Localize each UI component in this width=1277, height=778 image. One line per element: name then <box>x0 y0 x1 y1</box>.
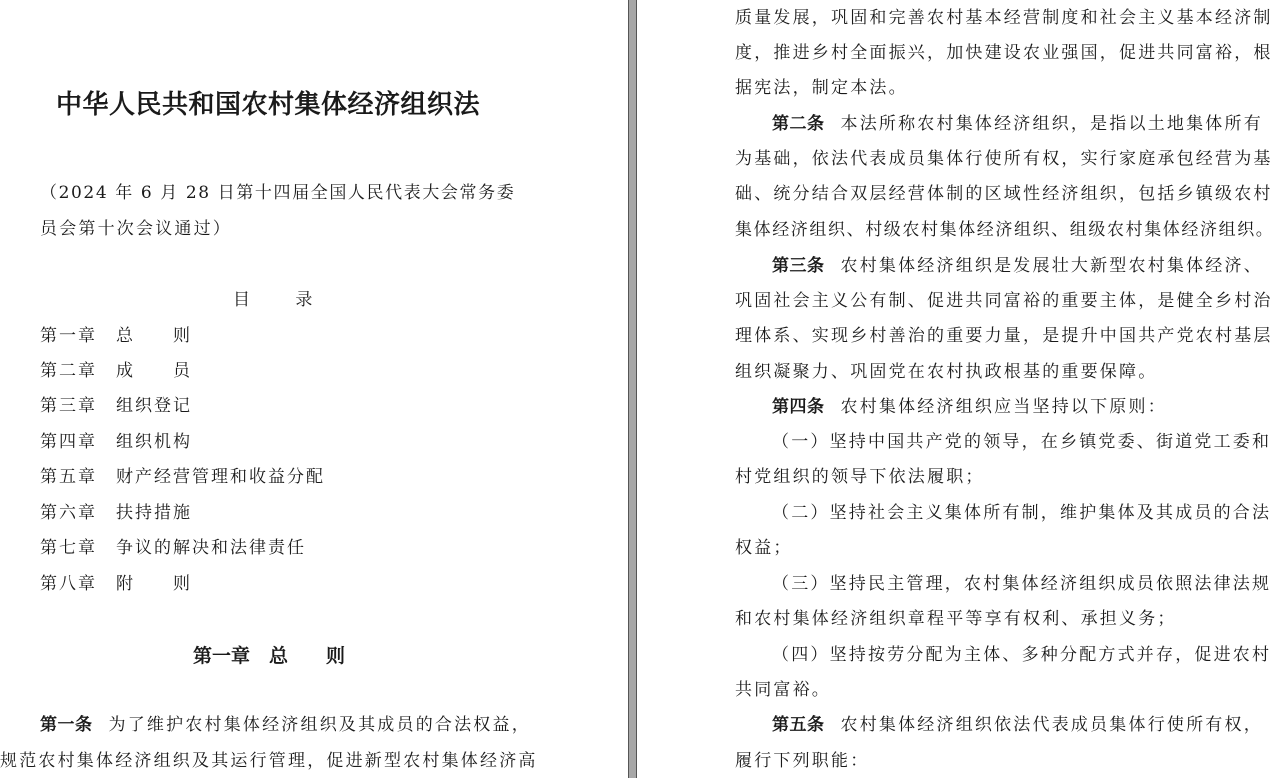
toc-heading <box>233 289 312 311</box>
toc-heading-char-2: 录 <box>295 290 313 310</box>
toc-item-title: 总 则 <box>116 326 192 346</box>
article-5-line-1 <box>772 714 1263 736</box>
body-line: 组织凝聚力、巩固党在农村执政根基的重要保障。 <box>735 362 1158 382</box>
article-1-line-1 <box>40 714 531 736</box>
body-line: 履行下列职能： <box>735 751 870 771</box>
document-page-right <box>637 0 1277 778</box>
toc-item-title: 成 员 <box>116 361 192 381</box>
principle-item: （二）坚持社会主义集体所有制，维护集体及其成员的合法 <box>772 503 1272 523</box>
article-text: 农村集体经济组织是发展壮大新型农村集体经济、 <box>840 256 1263 276</box>
adoption-note-line-1: （2024 年 6 月 28 日第十四届全国人民代表大会常务委 <box>40 183 516 203</box>
toc-item-number: 第五章 <box>40 467 97 487</box>
article-3-line-1 <box>772 255 1263 277</box>
document-title: 中华人民共和国农村集体经济组织法 <box>56 90 481 120</box>
toc-item-title: 附 则 <box>116 574 192 594</box>
document-page-left <box>0 0 628 778</box>
body-line: 巩固社会主义公有制、促进共同富裕的重要主体，是健全乡村治 <box>735 291 1273 311</box>
article-label: 第四条 <box>772 397 825 417</box>
body-line: 据宪法，制定本法。 <box>735 78 908 98</box>
article-text: 农村集体经济组织应当坚持以下原则： <box>840 397 1167 417</box>
toc-item[interactable] <box>40 573 192 595</box>
toc-item-number: 第三章 <box>40 396 97 416</box>
page-divider <box>628 0 637 778</box>
article-label: 第一条 <box>40 715 93 735</box>
body-line: 度，推进乡村全面振兴，加快建设农业强国，促进共同富裕，根 <box>735 43 1273 63</box>
body-line: 理体系、实现乡村善治的重要力量，是提升中国共产党农村基层 <box>735 326 1273 346</box>
toc-item-number: 第二章 <box>40 361 97 381</box>
toc-item[interactable] <box>40 395 192 417</box>
body-line: 共同富裕。 <box>735 680 831 700</box>
body-line: 础、统分结合双层经营体制的区域性经济组织，包括乡镇级农村 <box>735 184 1273 204</box>
body-line: 为基础，依法代表成员集体行使所有权，实行家庭承包经营为基 <box>735 149 1273 169</box>
toc-item-number: 第一章 <box>40 326 97 346</box>
toc-item-number: 第七章 <box>40 538 97 558</box>
toc-item[interactable] <box>40 502 192 524</box>
toc-item-number: 第四章 <box>40 432 97 452</box>
toc-item-title: 财产经营管理和收益分配 <box>116 467 325 487</box>
article-text: 为了维护农村集体经济组织及其成员的合法权益， <box>108 715 531 735</box>
principle-item: （三）坚持民主管理，农村集体经济组织成员依照法律法规 <box>772 574 1272 594</box>
toc-item-title: 组织机构 <box>116 432 192 452</box>
toc-item-title: 扶持措施 <box>116 503 192 523</box>
toc-item[interactable] <box>40 537 306 559</box>
toc-item-title: 组织登记 <box>116 396 192 416</box>
body-line: 和农村集体经济组织章程平等享有权利、承担义务； <box>735 609 1177 629</box>
article-1-line-2: 规范农村集体经济组织及其运行管理，促进新型农村集体经济高 <box>0 751 538 771</box>
chapter-heading: 第一章 总 则 <box>193 645 346 667</box>
article-text: 农村集体经济组织依法代表成员集体行使所有权， <box>840 715 1263 735</box>
toc-item[interactable] <box>40 360 192 382</box>
toc-item-title: 争议的解决和法律责任 <box>116 538 306 558</box>
article-label: 第五条 <box>772 715 825 735</box>
body-line: 权益； <box>735 538 793 558</box>
toc-item[interactable] <box>40 431 192 453</box>
toc-item[interactable] <box>40 466 325 488</box>
toc-item-number: 第八章 <box>40 574 97 594</box>
article-label: 第二条 <box>772 114 825 134</box>
article-4-line-1 <box>772 396 1167 418</box>
toc-heading-char-1: 目 <box>233 290 250 310</box>
body-line: 质量发展，巩固和完善农村基本经营制度和社会主义基本经济制 <box>735 8 1273 28</box>
toc-item[interactable] <box>40 325 192 347</box>
principle-item: （四）坚持按劳分配为主体、多种分配方式并存，促进农村 <box>772 645 1272 665</box>
principle-item: （一）坚持中国共产党的领导，在乡镇党委、街道党工委和 <box>772 432 1272 452</box>
article-text: 本法所称农村集体经济组织，是指以土地集体所有 <box>840 114 1263 134</box>
adoption-note-line-2: 员会第十次会议通过） <box>40 219 232 239</box>
article-label: 第三条 <box>772 256 825 276</box>
body-line: 集体经济组织、村级农村集体经济组织、组级农村集体经济组织。 <box>735 220 1275 240</box>
body-line: 村党组织的领导下依法履职； <box>735 467 985 487</box>
article-2-line-1 <box>772 113 1263 135</box>
toc-item-number: 第六章 <box>40 503 97 523</box>
